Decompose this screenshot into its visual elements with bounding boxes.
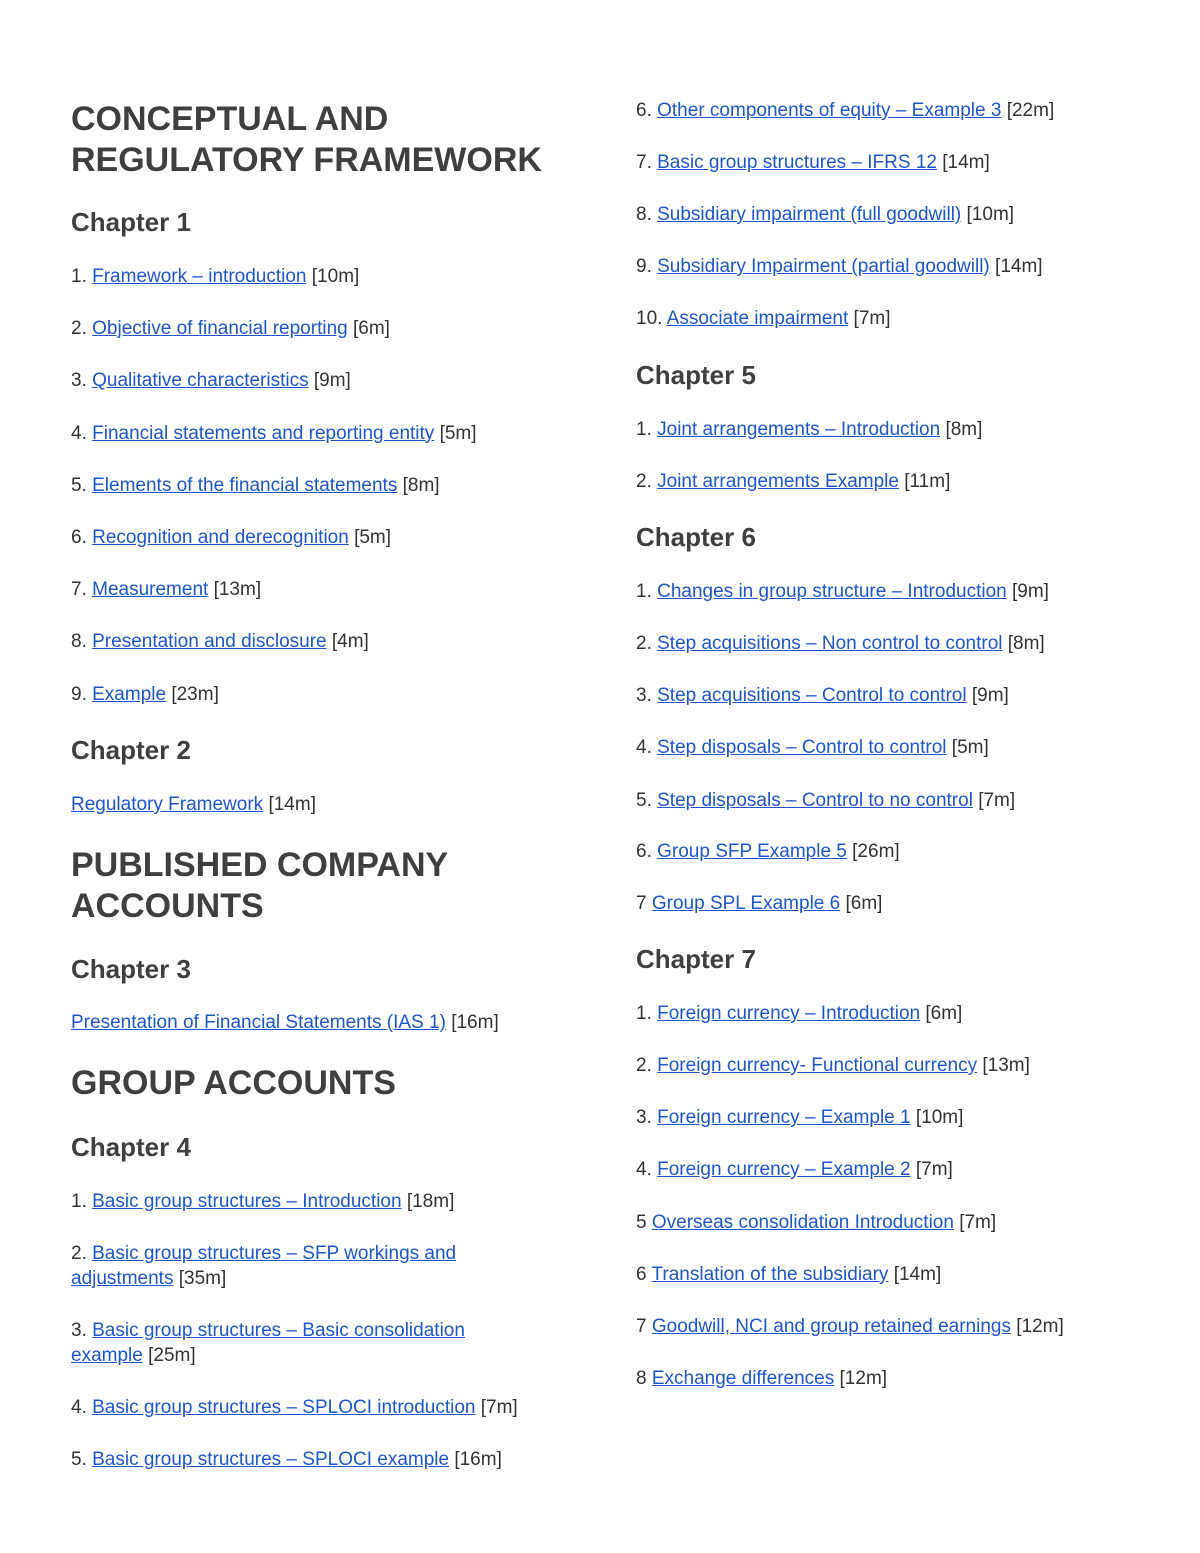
duration: [7m] <box>475 1397 518 1418</box>
topic-link[interactable]: Changes in group structure – Introduction <box>657 581 1007 602</box>
topic-link[interactable]: Regulatory Framework <box>71 794 264 815</box>
duration: [8m] <box>1002 633 1045 654</box>
duration: [9m] <box>308 370 351 391</box>
chapter-5-title: Chapter 5 <box>636 360 756 390</box>
topic-link[interactable]: Example <box>92 684 167 705</box>
list-item <box>636 202 1014 227</box>
topic-link[interactable]: Objective of financial reporting <box>92 318 348 339</box>
item-number: 2. <box>71 318 93 339</box>
topic-link[interactable]: Presentation and disclosure <box>92 631 327 652</box>
duration: [7m] <box>910 1159 953 1180</box>
duration: [11m] <box>898 471 951 492</box>
section-title-conceptual: CONCEPTUAL AND REGULATORY FRAMEWORK <box>71 100 542 179</box>
topic-link[interactable]: Financial statements and reporting entity <box>92 423 435 444</box>
duration: [5m] <box>348 527 392 548</box>
item-number: 9. <box>636 256 658 277</box>
section-title-group: GROUP ACCOUNTS <box>71 1064 396 1102</box>
duration: [18m] <box>401 1191 455 1212</box>
topic-link[interactable]: Associate impairment <box>666 308 849 329</box>
duration: [7m] <box>848 308 891 329</box>
list-item <box>636 683 1009 708</box>
duration: [10m] <box>306 266 360 287</box>
topic-link[interactable]: Elements of the financial statements <box>92 475 398 496</box>
item-number: 6. <box>636 100 658 121</box>
duration: [35m] <box>173 1268 227 1289</box>
list-item <box>636 839 900 864</box>
topic-link[interactable]: Step disposals – Control to no control <box>657 790 973 811</box>
duration: [6m] <box>840 893 883 914</box>
duration: [8m] <box>940 419 983 440</box>
topic-link[interactable]: Measurement <box>92 579 209 600</box>
item-number: 6 <box>636 1264 652 1285</box>
list-item <box>636 1210 996 1235</box>
duration: [6m] <box>347 318 390 339</box>
duration: [6m] <box>920 1003 963 1024</box>
topic-link[interactable]: Group SPL Example 6 <box>651 893 841 914</box>
topic-link[interactable]: Basic group structures – IFRS 12 <box>657 152 937 173</box>
topic-link[interactable]: Joint arrangements – Introduction <box>657 419 941 440</box>
item-number: 7. <box>636 152 658 173</box>
topic-link[interactable]: Basic group structures – Introduction <box>92 1191 402 1212</box>
item-number: 9. <box>71 684 93 705</box>
list-item <box>71 264 359 289</box>
item-number: 2. <box>636 633 658 654</box>
topic-link[interactable]: Qualitative characteristics <box>92 370 309 391</box>
item-number: 3. <box>636 1107 658 1128</box>
duration: [10m] <box>961 204 1015 225</box>
list-item <box>636 1314 1064 1339</box>
list-item <box>71 1395 518 1420</box>
duration: [16m] <box>445 1012 499 1033</box>
item-number: 8. <box>636 204 658 225</box>
list-item <box>636 1157 953 1182</box>
topic-link[interactable]: Exchange differences <box>651 1368 835 1389</box>
topic-link[interactable]: Joint arrangements Example <box>657 471 899 492</box>
item-number: 7 <box>636 1316 652 1337</box>
list-item <box>636 469 950 494</box>
list-item <box>71 1318 511 1368</box>
topic-link[interactable]: Goodwill, NCI and group retained earnings <box>651 1316 1011 1337</box>
list-item <box>636 1001 962 1026</box>
item-number: 10. <box>636 308 667 329</box>
list-item <box>71 629 369 654</box>
list-item <box>71 1241 511 1291</box>
item-number: 5. <box>71 1449 93 1470</box>
duration: [14m] <box>263 794 316 815</box>
duration: [4m] <box>326 631 369 652</box>
topic-link[interactable]: Group SFP Example 5 <box>657 841 847 862</box>
topic-link[interactable]: Step disposals – Control to control <box>657 737 947 758</box>
list-item <box>636 1262 941 1287</box>
item-number: 2. <box>636 471 658 492</box>
item-number: 8 <box>636 1368 652 1389</box>
topic-link[interactable]: Translation of the subsidiary <box>651 1264 889 1285</box>
topic-link[interactable]: Foreign currency – Introduction <box>657 1003 921 1024</box>
chapter-1-title: Chapter 1 <box>71 207 191 237</box>
topic-link[interactable]: Subsidiary Impairment (partial goodwill) <box>657 256 990 277</box>
list-item <box>636 735 989 760</box>
duration: [10m] <box>910 1107 964 1128</box>
topic-link[interactable]: Other components of equity – Example 3 <box>657 100 1002 121</box>
list-item <box>71 682 219 707</box>
duration: [25m] <box>142 1345 196 1366</box>
chapter-4-title: Chapter 4 <box>71 1132 191 1162</box>
list-item <box>71 473 440 498</box>
duration: [9m] <box>1006 581 1049 602</box>
topic-link[interactable]: Basic group structures – Basic consolidation example <box>71 1320 465 1366</box>
section-title-published: PUBLISHED COMPANY ACCOUNTS <box>71 846 449 925</box>
list-item <box>636 417 982 442</box>
item-number: 8. <box>71 631 93 652</box>
item-number: 4. <box>71 1397 93 1418</box>
chapter-3-title: Chapter 3 <box>71 954 191 984</box>
item-number: 5 <box>636 1212 652 1233</box>
item-number: 3. <box>71 370 93 391</box>
item-number: 1. <box>71 1191 93 1212</box>
topic-link[interactable]: Foreign currency – Example 1 <box>657 1107 911 1128</box>
item-number: 7 <box>636 893 652 914</box>
duration: [16m] <box>449 1449 502 1470</box>
duration: [8m] <box>397 475 440 496</box>
item-number: 2. <box>636 1055 658 1076</box>
list-item <box>636 1053 1030 1078</box>
duration: [14m] <box>989 256 1043 277</box>
topic-link[interactable]: Foreign currency- Functional currency <box>657 1055 978 1076</box>
list-item <box>636 891 882 916</box>
duration: [7m] <box>972 790 1016 811</box>
topic-link[interactable]: Step acquisitions – Non control to control <box>657 633 1003 654</box>
list-item <box>71 525 391 550</box>
chapter-6-title: Chapter 6 <box>636 522 756 552</box>
topic-link[interactable]: Recognition and derecognition <box>92 527 349 548</box>
item-number: 7. <box>71 579 93 600</box>
list-item <box>636 306 891 331</box>
topic-link[interactable]: Presentation of Financial Statements (IAS 1) <box>71 1012 446 1033</box>
duration: [5m] <box>946 737 989 758</box>
list-item <box>636 1366 887 1391</box>
topic-link[interactable]: Foreign currency – Example 2 <box>657 1159 911 1180</box>
topic-link[interactable]: Basic group structures – SFP workings and adjustments <box>71 1243 457 1289</box>
topic-link[interactable]: Subsidiary impairment (full goodwill) <box>657 204 962 225</box>
topic-link[interactable]: Overseas consolidation Introduction <box>651 1212 954 1233</box>
item-number: 5. <box>71 475 93 496</box>
item-number: 3. <box>71 1320 93 1341</box>
item-number: 4. <box>636 737 658 758</box>
list-item <box>636 254 1043 279</box>
list-item <box>636 631 1045 656</box>
item-number: 1. <box>71 266 93 287</box>
list-item <box>71 1189 454 1214</box>
item-number: 4. <box>71 423 93 444</box>
list-item <box>636 1105 963 1130</box>
duration: [13m] <box>208 579 262 600</box>
topic-link[interactable]: Framework – introduction <box>92 266 307 287</box>
item-number: 6. <box>71 527 93 548</box>
item-number: 1. <box>636 1003 658 1024</box>
item-number: 6. <box>636 841 658 862</box>
item-number: 3. <box>636 685 658 706</box>
item-number: 2. <box>71 1243 93 1264</box>
duration: [7m] <box>953 1212 997 1233</box>
duration: [9m] <box>966 685 1009 706</box>
duration: [23m] <box>166 684 219 705</box>
duration: [22m] <box>1001 100 1055 121</box>
chapter-2-title: Chapter 2 <box>71 735 191 765</box>
list-item <box>71 1010 499 1035</box>
duration: [13m] <box>977 1055 1030 1076</box>
list-item <box>636 579 1049 604</box>
duration: [12m] <box>834 1368 888 1389</box>
topic-link[interactable]: Step acquisitions – Control to control <box>657 685 967 706</box>
duration: [14m] <box>936 152 990 173</box>
item-number: 1. <box>636 419 658 440</box>
list-item <box>71 1447 502 1472</box>
topic-link[interactable]: Basic group structures – SPLOCI example <box>92 1449 450 1470</box>
list-item <box>71 316 390 341</box>
topic-link[interactable]: Basic group structures – SPLOCI introduction <box>92 1397 476 1418</box>
duration: [14m] <box>888 1264 942 1285</box>
list-item <box>636 788 1015 813</box>
list-item <box>71 368 351 393</box>
list-item <box>71 577 261 602</box>
list-item <box>636 98 1054 123</box>
item-number: 4. <box>636 1159 658 1180</box>
duration: [26m] <box>846 841 900 862</box>
item-number: 5. <box>636 790 658 811</box>
duration: [12m] <box>1010 1316 1064 1337</box>
list-item <box>71 792 316 817</box>
chapter-7-title: Chapter 7 <box>636 944 756 974</box>
item-number: 1. <box>636 581 658 602</box>
duration: [5m] <box>434 423 477 444</box>
list-item <box>636 150 990 175</box>
list-item <box>71 421 477 446</box>
